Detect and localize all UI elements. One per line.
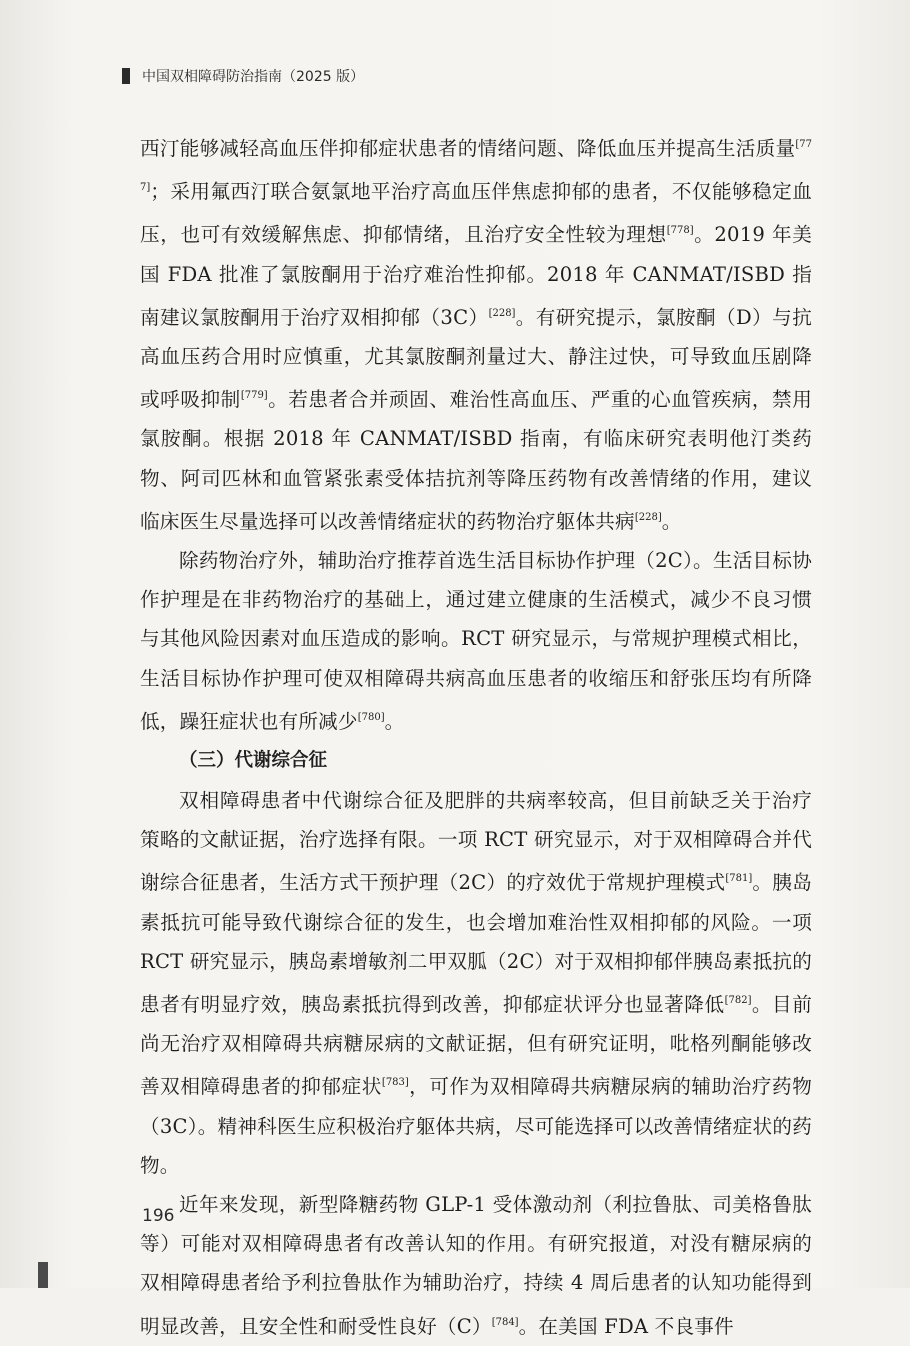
paragraph-text: 双相障碍患者中代谢综合征及肥胖的共病率较高，但目前缺乏关于治疗策略的文献证据，治疗选择有限。一项 RCT 研究显示，对于双相障碍合并代谢综合征患者，生活方式干预护理（2C）的疗效优于常规护理模式 xyxy=(140,789,812,895)
paragraph-text: 。有研究提示，氯胺酮（D）与抗高血压药合用时应慎重，尤其氯胺酮剂量过大、静注过快，可导致血压剧降或呼吸抑制 xyxy=(140,305,812,412)
page-number: 196 xyxy=(142,1206,175,1226)
citation-ref: [784] xyxy=(491,1316,519,1328)
body-paragraph xyxy=(140,125,812,541)
paragraph-text: 西汀能够减轻高血压伴抑郁症状患者的情绪问题、降低血压并提高生活质量 xyxy=(140,137,796,160)
paragraph-text: 。在美国 FDA 不良事件 xyxy=(518,1314,734,1338)
paragraph-text: ；采用氟西汀联合氨氯地平治疗高血压伴焦虑抑郁的患者，不仅能够稳定血压，也可有效缓解焦虑、抑郁情绪，且治疗安全性较为理想 xyxy=(140,180,812,247)
citation-ref: [778] xyxy=(666,225,694,237)
citation-ref: [780] xyxy=(357,711,385,723)
body-paragraph xyxy=(140,781,812,1185)
paragraph-text: ，可作为双相障碍共病糖尿病的辅助治疗药物（3C）。精神科医生应积极治疗躯体共病，尽可能选择可以改善情绪症状的药物。 xyxy=(140,1075,813,1177)
body-text xyxy=(140,125,812,1346)
citation-ref: [782] xyxy=(724,995,752,1007)
citation-ref: [228] xyxy=(634,511,662,523)
paragraph-text: 近年来发现，新型降糖药物 GLP-1 受体激动剂（利拉鲁肽、司美格鲁肽等）可能对双相障碍患者有改善认知的作用。有研究报道，对没有糖尿病的双相障碍患者给予利拉鲁肽作为辅助治疗，持续 4 周后患者的认知功能得到明显改善，且安全性和耐受性良好（C） xyxy=(140,1193,812,1338)
running-head-title: 中国双相障碍防治指南（2025 版） xyxy=(142,69,365,85)
paragraph-text: 。若患者合并顽固、难治性高血压、严重的心血管疾病，禁用氯胺酮。根据 2018 年 CANMAT/ISBD 指南，有临床研究表明他汀类药物、阿司匹林和血管紧张素受体拮抗剂等降压药物有改善情绪的作用，建议临床医生尽量选择可以改善情绪症状的药物治疗躯体共病 xyxy=(140,388,813,533)
binding-edge xyxy=(38,1262,48,1288)
body-paragraph xyxy=(140,1185,812,1346)
paragraph-text: 。2019 年美国 FDA 批准了氯胺酮用于治疗难治性抑郁。2018 年 CANMAT/ISBD 指南建议氯胺酮用于治疗双相抑郁（3C） xyxy=(140,223,812,329)
paragraph-text: 。 xyxy=(661,509,682,533)
paragraph-text: 。 xyxy=(384,709,405,733)
citation-ref: [779] xyxy=(240,390,268,402)
section-heading: （三）代谢综合征 xyxy=(179,750,328,772)
citation-ref: [783] xyxy=(381,1077,409,1089)
paragraph-text: 。胰岛素抵抗可能导致代谢综合征的发生，也会增加难治性双相抑郁的风险。一项 RCT 研究显示，胰岛素增敏剂二甲双胍（2C）对于双相抑郁伴胰岛素抵抗的患者有明显疗效，胰岛素抵抗得到改善，抑郁症状评分也显著降低 xyxy=(140,871,812,1017)
citation-ref: [228] xyxy=(488,307,516,319)
paragraph-text: 除药物治疗外，辅助治疗推荐首选生活目标协作护理（2C）。生活目标协作护理是在非药物治疗的基础上，通过建立健康的生活模式，减少不良习惯与其他风险因素对血压造成的影响。RCT 研究显示，与常规护理模式相比，生活目标协作护理可使双相障碍共病高血压患者的收缩压和舒张压均有所降低，躁狂症状也有所减少 xyxy=(140,549,812,733)
running-head xyxy=(122,66,364,86)
running-head-marker xyxy=(122,68,130,84)
body-paragraph xyxy=(140,541,812,741)
paragraph-text: 。目前尚无治疗双相障碍共病糖尿病的文献证据，但有研究证明，吡格列酮能够改善双相障碍患者的抑郁症状 xyxy=(140,993,812,1099)
citation-ref: [777] xyxy=(140,139,812,194)
citation-ref: [781] xyxy=(725,873,753,885)
